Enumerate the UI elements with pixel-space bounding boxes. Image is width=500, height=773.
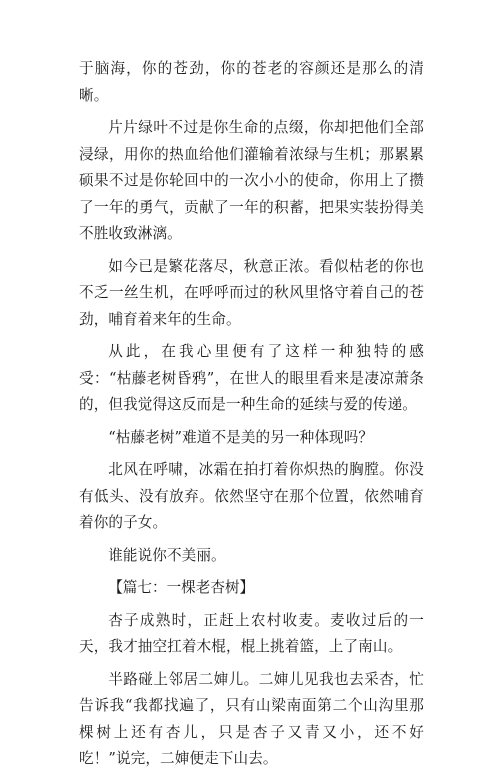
paragraph-3: 如今已是繁花落尽，秋意正浓。看似枯老的你也不乏一丝生机，在呼呼而过的秋风里恪守着自己的苍劲，哺育着来年的生命。 <box>79 257 424 328</box>
section-paragraph-1: 杏子成熟时，正赶上农村收麦。麦收过后的一天，我才抽空扛着木棍，棍上挑着篮，上了南山。 <box>79 611 424 655</box>
paragraph-5: “枯藤老树”难道不是美的另一种体现吗？ <box>108 428 374 446</box>
paragraph-6: 北风在呼啸，冰霜在拍打着你炽热的胸膛。你没有低头、没有放弃。依然坚守在那个位置，依然哺育着你的子女。 <box>79 461 424 531</box>
paragraph-1: 于脑海，你的苍劲，你的苍老的容颜还是那么的清晰。 <box>79 60 424 104</box>
paragraph-2: 片片绿叶不过是你生命的点缀，你却把他们全部浸绿，用你的热血给他们灌输着浓绿与生机；那累累硕果不过是你轮回中的一次小小的使命，你用上了攒了一年的勇气，贡献了一年的积蓄，把果实装扮得美不胜收致淋漓。 <box>79 119 424 242</box>
section-heading: 【篇七：一棵老杏树】 <box>108 579 255 596</box>
paragraph-4: 从此，在我心里便有了这样一种独特的感受：“枯藤老树昏鸦”，在世人的眼里看来是凄凉萧条的，但我觉得这反而是一种生命的延续与爱的传递。 <box>79 343 424 413</box>
section-paragraph-2: 半路碰上邻居二婶儿。二婶儿见我也去采杏，忙告诉我“我都找遍了，只有山梁南面第二个山沟里那棵树上还有杏儿，只是杏子又青又小，还不好吃！”说完，二婶便走下山去。 <box>79 670 424 767</box>
document-body <box>79 56 424 773</box>
paragraph-7: 谁能说你不美丽。 <box>108 546 226 564</box>
